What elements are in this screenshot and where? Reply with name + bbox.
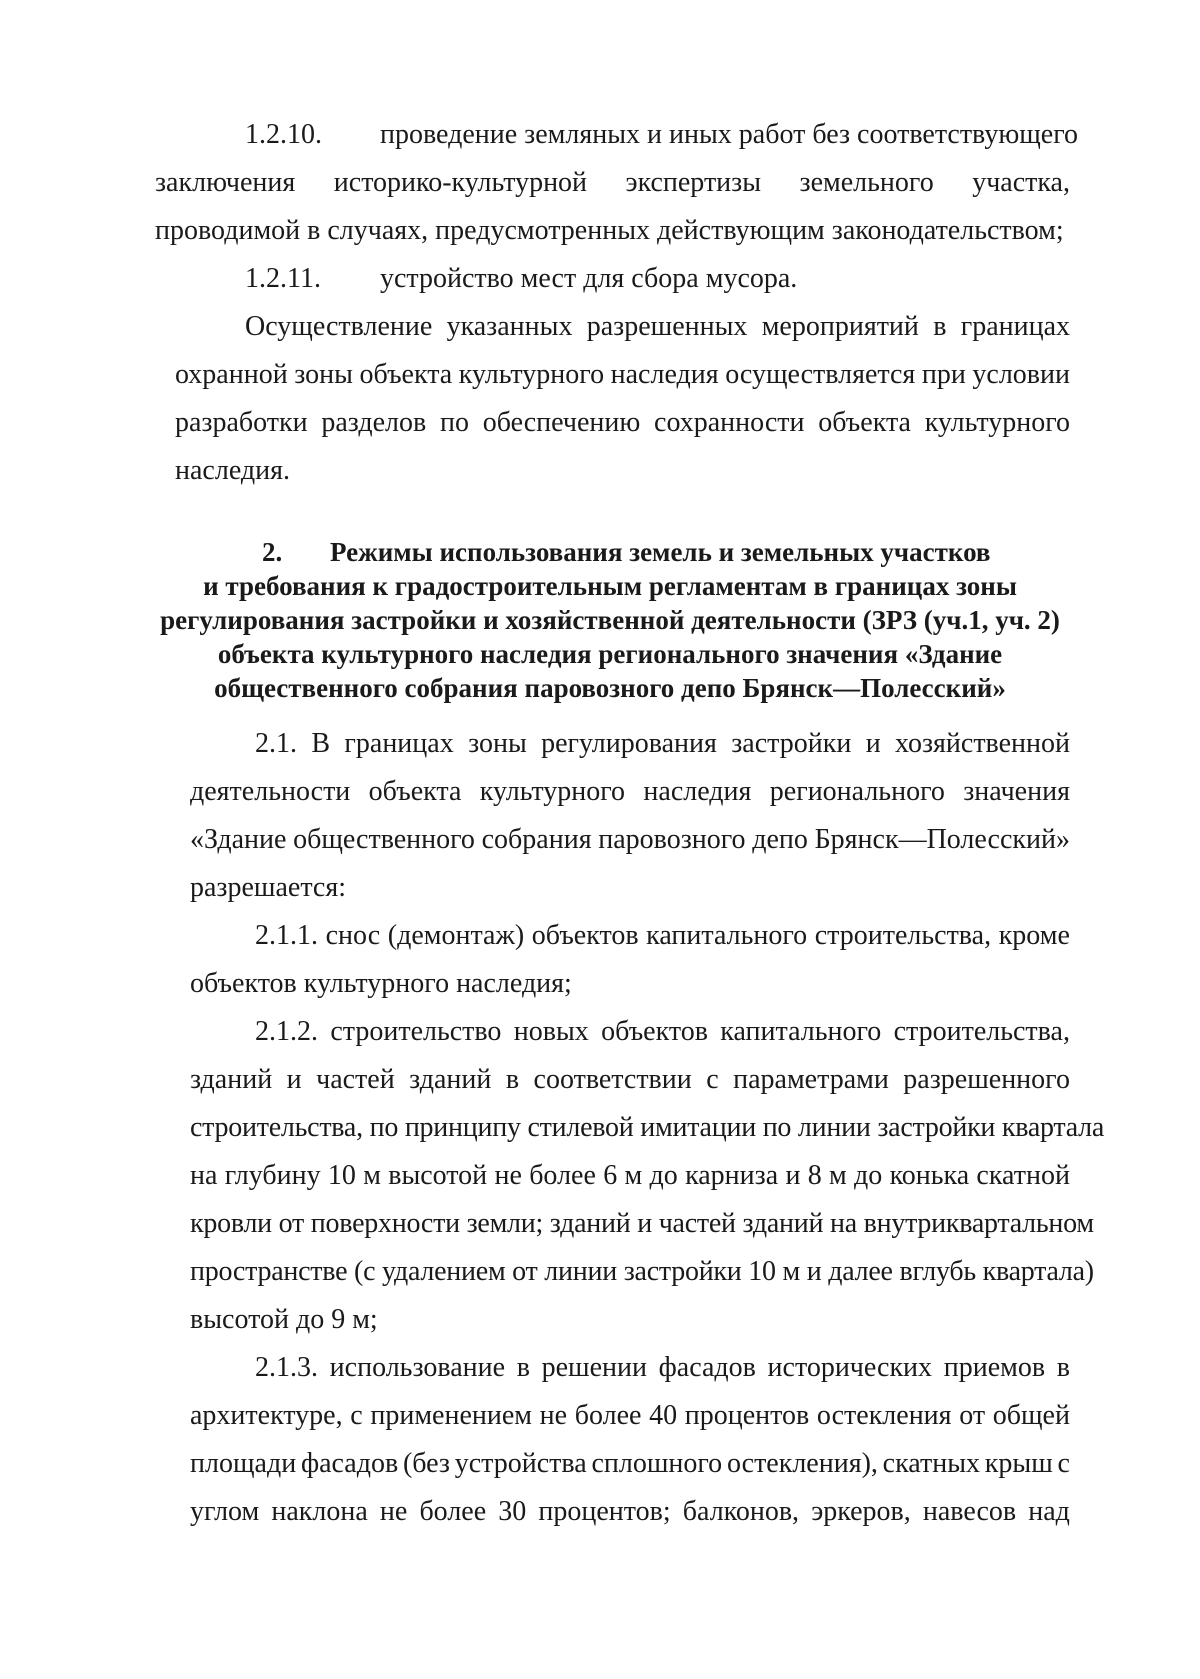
word: м (363, 1160, 381, 1191)
word: хозяйственной (895, 728, 1070, 759)
word: указанных (446, 311, 573, 342)
word: с (706, 1064, 719, 1095)
word: границах (960, 311, 1070, 342)
word: наследия (610, 359, 719, 390)
word: до (854, 1160, 883, 1191)
word: 2.1.3. (255, 1352, 318, 1383)
word: фасадов (300, 1448, 399, 1479)
word: конька (889, 1160, 970, 1191)
word: площади (190, 1448, 297, 1479)
word: Осуществление (245, 311, 433, 342)
word: мероприятий (761, 311, 919, 342)
word: м (624, 1160, 643, 1191)
word: 8 (807, 1160, 822, 1191)
word: процентов (684, 1400, 810, 1431)
word: навесов (922, 1496, 1017, 1527)
word: 30 (498, 1496, 527, 1527)
word: устройства (454, 1448, 587, 1479)
text-line: кровли от поверхности земли; зданий и частей зданий на внутриквартальном (190, 1208, 1094, 1239)
word: разрешенного (903, 1064, 1070, 1095)
word: и (785, 1160, 801, 1191)
word: объектов (531, 920, 639, 951)
word: границах (344, 728, 454, 759)
word: (без (402, 1448, 450, 1479)
section-title-line: регулирования застройки и хозяйственной деятельности (ЗРЗ (уч.1, уч. 2) (160, 605, 1060, 635)
word: В (311, 728, 331, 759)
word: не (379, 1496, 408, 1527)
text-line: разрешается: (190, 872, 346, 903)
word: более (574, 1400, 642, 1431)
word: культурного (458, 359, 605, 390)
word: строительства, (814, 920, 992, 951)
word: частей (316, 1064, 395, 1095)
word: депо (752, 824, 808, 855)
word: не (539, 1400, 568, 1431)
word: остекления), (726, 1448, 878, 1479)
word: строительства, (893, 1016, 1070, 1047)
word: эркеров, (811, 1496, 911, 1527)
word: участка, (972, 167, 1070, 198)
text-line (255, 727, 1070, 761)
word: регионального (769, 776, 945, 807)
word: сохранности (654, 407, 805, 438)
word: разделов (321, 407, 427, 438)
word: зданий (190, 1064, 273, 1095)
word: в (933, 311, 947, 342)
word: решении (541, 1352, 647, 1383)
word: скатных (882, 1448, 981, 1479)
section-title-line: и требования к градостроительным регламентам в границах зоны (203, 571, 1017, 601)
word: в (516, 1352, 530, 1383)
word: исторических (767, 1352, 933, 1383)
word: кроме (998, 920, 1070, 951)
word: карниза (685, 1160, 779, 1191)
word: обеспечению (482, 407, 641, 438)
item-number: 1.2.10. (245, 119, 322, 150)
word: земельного (799, 167, 934, 198)
word: крыш (984, 1448, 1053, 1479)
word: над (1028, 1496, 1070, 1527)
word: осуществляется (725, 359, 916, 390)
text-line (155, 166, 1070, 200)
word: остекления (816, 1400, 952, 1431)
text-line (175, 406, 1070, 440)
text-line (190, 1159, 1070, 1193)
word: объектов (601, 1016, 708, 1047)
word: заключения (155, 167, 296, 198)
word: 2.1.2. (255, 1016, 318, 1047)
word: 40 (649, 1400, 678, 1431)
word: и (286, 1064, 302, 1095)
section-title-line: Режимы использования земель и земельных участков (330, 537, 991, 567)
word: не (494, 1160, 522, 1191)
word: по (439, 407, 469, 438)
word: культурного (479, 776, 626, 807)
word: паровозного (598, 824, 746, 855)
word: глубину (224, 1160, 321, 1191)
word: зоны (294, 359, 353, 390)
text-line: высотой до 9 м; (190, 1304, 378, 1335)
word: с (350, 1400, 363, 1431)
word: приемов (943, 1352, 1046, 1383)
word: м (829, 1160, 847, 1191)
text-line (190, 823, 1070, 857)
word: сплошного (591, 1448, 723, 1479)
word: более (419, 1496, 487, 1527)
word: в (1056, 1352, 1070, 1383)
word: и (865, 728, 881, 759)
text-line: наследия. (175, 455, 290, 486)
word: более (529, 1160, 596, 1191)
text-line (245, 310, 1070, 344)
word: общей (992, 1400, 1070, 1431)
text-line: проводимой в случаях, предусмотренных действующим законодательством; (155, 215, 1064, 246)
word: условии (972, 359, 1070, 390)
word: охранной (175, 359, 288, 390)
word: значения (963, 776, 1070, 807)
word: собрания (481, 824, 592, 855)
word: зданий (409, 1064, 492, 1095)
word: соответствии (533, 1064, 692, 1095)
word: зоны (468, 728, 527, 759)
text-line: объектов культурного наследия; (190, 968, 572, 999)
word: от (959, 1400, 986, 1431)
word: 2.1. (255, 728, 297, 759)
word: новых (513, 1016, 589, 1047)
word: разрешенных (586, 311, 748, 342)
word: углом (190, 1496, 260, 1527)
word: объекта (818, 407, 911, 438)
word: деятельности (190, 776, 351, 807)
text-line (175, 358, 1070, 392)
word: объекта (359, 359, 453, 390)
word: «Здание (190, 824, 287, 855)
section-number: 2. (262, 537, 283, 567)
word: регулирования (541, 728, 717, 759)
word: историко-культурной (333, 167, 588, 198)
text-line (255, 919, 1070, 953)
word: скатной (976, 1160, 1070, 1191)
word: архитектуре, (190, 1400, 343, 1431)
word: при (921, 359, 966, 390)
word: высотой (388, 1160, 488, 1191)
word: общественного (293, 824, 475, 855)
word: объекта (368, 776, 462, 807)
word: 6 (603, 1160, 618, 1191)
item-text: проведение земляных и иных работ без соответствующего (380, 119, 1079, 150)
text-line: пространстве (с удалением от линии застройки 10 м и далее вглубь квартала) (190, 1256, 1094, 1287)
text-line (190, 1063, 1070, 1097)
word: на (190, 1160, 218, 1191)
word: фасадов (658, 1352, 756, 1383)
word: (демонтаж) (387, 920, 525, 951)
word: Брянск—Полесский» (814, 824, 1070, 855)
word: до (649, 1160, 678, 1191)
word: наследия (643, 776, 752, 807)
word: экспертизы (625, 167, 762, 198)
word: в (505, 1064, 520, 1095)
word: 2.1.1. (255, 920, 318, 951)
word: с (1057, 1448, 1070, 1479)
word: балконов, (682, 1496, 800, 1527)
text-line (255, 1015, 1070, 1049)
word: строительство (330, 1016, 502, 1047)
text-line (190, 775, 1070, 809)
item-number: 1.2.11. (245, 263, 321, 294)
text-line (190, 1399, 1070, 1433)
word: культурного (924, 407, 1070, 438)
word: 10 (327, 1160, 356, 1191)
word: снос (325, 920, 381, 951)
word: применением (370, 1400, 533, 1431)
word: наклона (271, 1496, 368, 1527)
word: параметрами (733, 1064, 889, 1095)
section-title-line: объекта культурного наследия регионального значения «Здание (217, 639, 1003, 669)
item-text: устройство мест для сбора мусора. (380, 263, 798, 294)
text-line (190, 1495, 1070, 1529)
text-line (255, 1351, 1070, 1385)
text-line: строительства, по принципу стилевой имитации по линии застройки квартала (190, 1112, 1105, 1143)
word: разработки (175, 407, 308, 438)
word: капитального (720, 1016, 882, 1047)
word: застройки (731, 728, 852, 759)
word: капитального (646, 920, 808, 951)
word: использование (329, 1352, 506, 1383)
text-line (190, 1447, 1070, 1481)
section-title-line: общественного собрания паровозного депо Брянск—Полесский» (214, 673, 1006, 703)
word: процентов; (538, 1496, 671, 1527)
